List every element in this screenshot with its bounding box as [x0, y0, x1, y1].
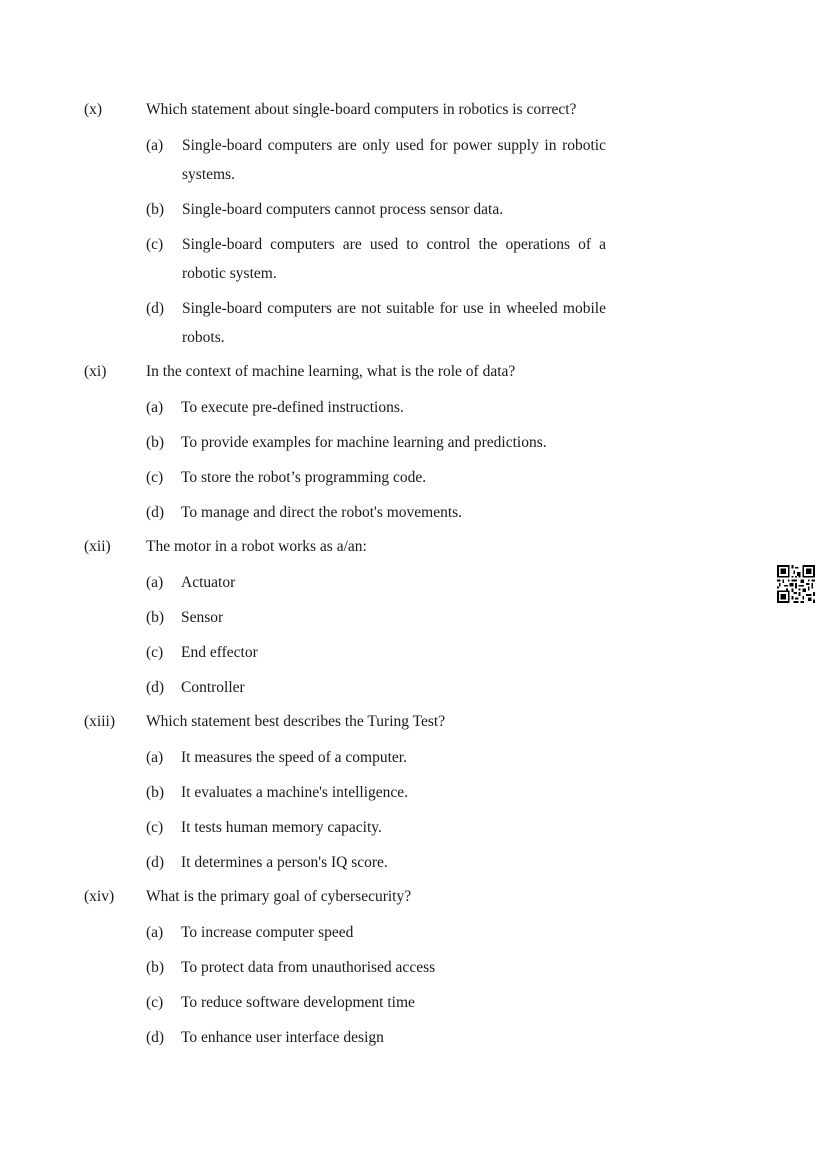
- option-list: [0, 743, 827, 877]
- option-label: (c): [146, 644, 164, 661]
- option-list: [0, 568, 827, 702]
- option-c: [0, 463, 606, 492]
- option-c: [0, 638, 606, 667]
- option-c: [0, 988, 606, 1017]
- option-d: [0, 294, 606, 352]
- question-text: What is the primary goal of cybersecurity?: [146, 888, 412, 905]
- option-label: (a): [146, 924, 164, 941]
- option-text: To provide examples for machine learning and predictions.: [181, 434, 547, 451]
- option-text: To store the robot’s programming code.: [181, 469, 427, 486]
- option-label: (c): [146, 994, 164, 1011]
- option-c: [0, 230, 606, 288]
- option-b: [0, 195, 606, 224]
- option-label: (d): [146, 679, 165, 696]
- option-d: [0, 498, 606, 527]
- option-label: (a): [146, 574, 164, 591]
- option-text: To protect data from unauthorised access: [181, 959, 436, 976]
- option-text: To execute pre-defined instructions.: [181, 399, 404, 416]
- option-text: Single-board computers cannot process sensor data.: [182, 201, 504, 218]
- question-xiv: [0, 883, 827, 1052]
- option-text: Controller: [181, 679, 245, 696]
- question-number: (xiii): [84, 713, 115, 730]
- option-b: [0, 428, 606, 457]
- option-b: [0, 953, 606, 982]
- option-text: To reduce software development time: [181, 994, 415, 1011]
- question-paper-page: [0, 96, 827, 1058]
- question-text: Which statement best describes the Turing Test?: [146, 713, 446, 730]
- question-text: The motor in a robot works as a/an:: [146, 538, 367, 555]
- option-b: [0, 603, 606, 632]
- question-number: (xi): [84, 363, 107, 380]
- option-label: (d): [146, 1029, 165, 1046]
- option-text: Actuator: [181, 574, 236, 591]
- option-label: (b): [146, 959, 165, 976]
- option-label: (d): [146, 504, 165, 521]
- option-b: [0, 778, 606, 807]
- option-label: (b): [146, 201, 165, 218]
- option-label: (a): [146, 399, 164, 416]
- option-a: [0, 393, 606, 422]
- option-a: [0, 568, 606, 597]
- option-text: To increase computer speed: [181, 924, 354, 941]
- option-label: (b): [146, 434, 165, 451]
- option-text: To manage and direct the robot's movements.: [181, 504, 463, 521]
- question-header: [0, 96, 827, 131]
- qr-code-icon: [777, 565, 815, 603]
- option-label: (d): [146, 300, 165, 317]
- question-header: [0, 533, 827, 568]
- option-text: To enhance user interface design: [181, 1029, 384, 1046]
- option-text: It measures the speed of a computer.: [181, 749, 407, 766]
- option-label: (d): [146, 854, 165, 871]
- option-text: Sensor: [181, 609, 224, 626]
- option-d: [0, 1023, 606, 1052]
- question-number: (xiv): [84, 888, 115, 905]
- question-xii: [0, 533, 827, 702]
- option-text: End effector: [181, 644, 258, 661]
- option-label: (c): [146, 819, 164, 836]
- option-d: [0, 673, 606, 702]
- question-text: In the context of machine learning, what is the role of data?: [146, 363, 516, 380]
- option-text: It evaluates a machine's intelligence.: [181, 784, 409, 801]
- question-xi: [0, 358, 827, 527]
- option-label: (c): [146, 236, 164, 253]
- option-text: Single-board computers are used to control the operations of a robotic system.: [182, 236, 606, 282]
- option-text: It determines a person's IQ score.: [181, 854, 388, 871]
- question-xiii: [0, 708, 827, 877]
- option-a: [0, 743, 606, 772]
- option-a: [0, 918, 606, 947]
- option-a: [0, 131, 606, 189]
- option-label: (b): [146, 609, 165, 626]
- option-text: It tests human memory capacity.: [181, 819, 382, 836]
- option-list: [0, 393, 827, 527]
- question-header: [0, 358, 827, 393]
- option-text: Single-board computers are only used for power supply in robotic systems.: [182, 137, 606, 183]
- option-label: (a): [146, 137, 164, 154]
- question-header: [0, 708, 827, 743]
- option-d: [0, 848, 606, 877]
- option-label: (a): [146, 749, 164, 766]
- question-x: [0, 96, 827, 352]
- question-header: [0, 883, 827, 918]
- question-number: (x): [84, 101, 103, 118]
- option-text: Single-board computers are not suitable for use in wheeled mobile robots.: [182, 300, 606, 346]
- option-list: [0, 918, 827, 1052]
- option-list: [0, 131, 827, 352]
- question-number: (xii): [84, 538, 111, 555]
- option-label: (c): [146, 469, 164, 486]
- option-c: [0, 813, 606, 842]
- question-text: Which statement about single-board computers in robotics is correct?: [146, 101, 577, 118]
- option-label: (b): [146, 784, 165, 801]
